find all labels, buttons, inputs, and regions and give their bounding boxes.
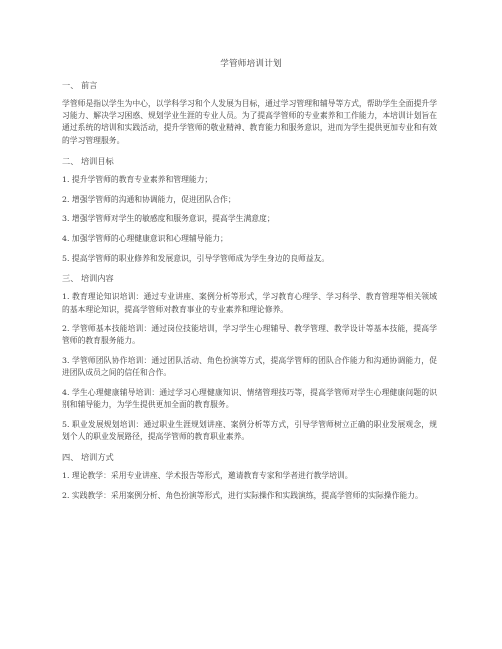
list-item: 2. 实践教学：采用案例分析、角色扮演等形式，进行实际操作和实践演练，提高学管师的实际操作能力。 bbox=[62, 490, 423, 500]
list-item: 1. 提升学管师的教育专业素养和管理能力； bbox=[62, 174, 213, 184]
section-heading: 二、 培训目标 bbox=[62, 155, 114, 166]
page-title: 学管师培训计划 bbox=[220, 59, 282, 69]
section-preface bbox=[62, 79, 437, 147]
list-item: 1. 理论教学：采用专业讲座、学术报告等形式，邀请教育专家和学者进行教学培训。 bbox=[62, 470, 353, 480]
list-item: 4. 加强学管师的心理健康意识和心理辅导能力； bbox=[62, 233, 228, 243]
list-item: 2. 学管师基本技能培训：通过岗位技能培训，学习学生心理辅导、教学管理、教学设计等基本技能，提高学管师的教育服务能力。 bbox=[62, 324, 437, 346]
section-training-goals bbox=[62, 155, 437, 265]
section-heading: 四、 培训方式 bbox=[62, 451, 114, 462]
list-item: 1. 教育理论知识培训：通过专业讲座、案例分析等形式，学习教育心理学、学习科学、教育管理等相关领域的基本理论知识，提高学管师对教育事业的专业素养和理论修养。 bbox=[62, 292, 437, 314]
section-heading: 一、 前言 bbox=[62, 80, 98, 90]
list-item: 5. 提高学管师的职业修养和发展意识，引导学管师成为学生身边的良师益友。 bbox=[62, 253, 330, 263]
list-item: 2. 增强学管师的沟通和协调能力，促进团队合作； bbox=[62, 194, 236, 204]
document-body bbox=[62, 79, 437, 509]
paragraph: 学管师是指以学生为中心，以学科学习和个人发展为目标，通过学习管理和辅导等方式，帮助学生全面提升学习能力、解决学习困惑、规划学业生涯的专业人员。为了提高学管师的专业素养和工作能力，本培训计划旨在通过系统的培训和实践活动，提升学管师的敬业精神、教育能力和服务意识，进而为学生提供更加专业和有效的学习管理服务。 bbox=[62, 99, 437, 145]
list-item: 5. 职业发展规划培训：通过职业生涯规划讲座、案例分析等方式，引导学管师树立正确的职业发展观念，规划个人的职业发展路径，提高学管师的教育职业素养。 bbox=[62, 419, 437, 442]
section-training-content bbox=[62, 272, 437, 443]
section-training-methods bbox=[62, 451, 437, 502]
section-heading: 三、 培训内容 bbox=[62, 273, 114, 284]
list-item: 3. 学管师团队协作培训：通过团队活动、角色扮演等方式，提高学管师的团队合作能力和沟通协调能力，促进团队成员之间的信任和合作。 bbox=[62, 356, 437, 378]
list-item: 3. 增强学管师对学生的敏感度和服务意识，提高学生满意度； bbox=[62, 214, 275, 224]
list-item: 4. 学生心理健康辅导培训：通过学习心理健康知识、情绪管理技巧等，提高学管师对学生心理健康问题的识别和辅导能力，为学生提供更加全面的教育服务。 bbox=[62, 388, 437, 410]
